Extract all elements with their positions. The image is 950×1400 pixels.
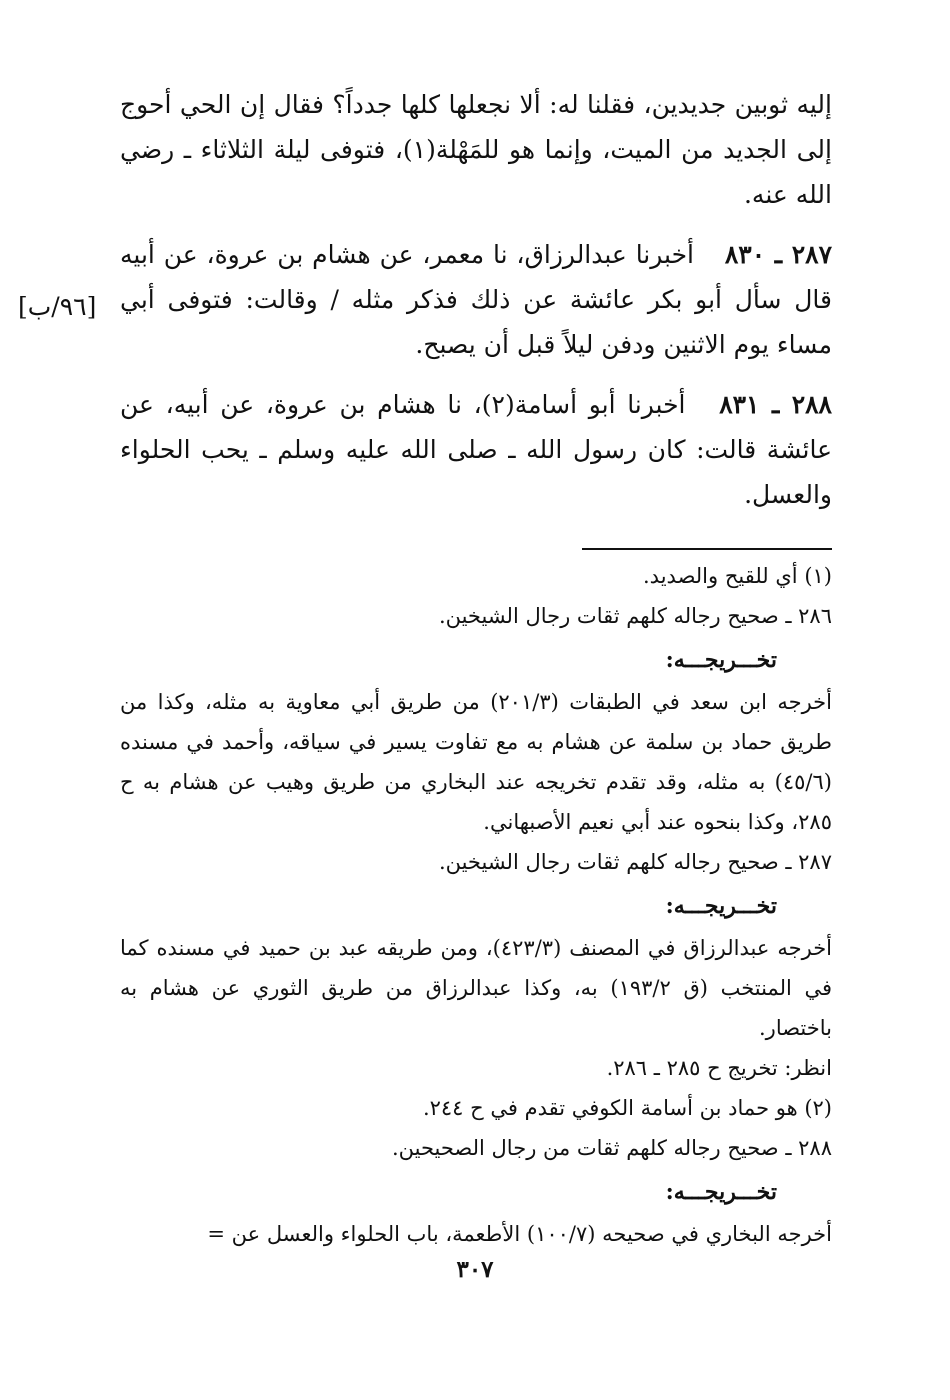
footnotes [120,556,832,1254]
paragraph-continuation: إليه ثوبين جديدين، فقلنا له: ألا نجعلها كلها جدداً؟ فقال إن الحي أحوج إلى الجديد من الميت، وإنما هو للمَهْلة(١)، فتوفى ليلة الثلاثاء ـ رضي الله عنه. [120,90,832,209]
hadith-text: أخبرنا أبو أسامة(٢)، نا هشام بن عروة، عن أبيه، عن عائشة قالت: كان رسول الله ـ صلى الله عليه وسلم ـ يحب الحلواء والعسل. [120,390,832,509]
hadith-287 [120,232,832,367]
cross-reference: انظر: تخريج ح ٢٨٥ ـ ٢٨٦. [606,1056,832,1080]
main-text [120,82,832,532]
manuscript-folio-mark: [٩٦/ب] [18,292,97,321]
takhrij-287: أخرجه عبدالرزاق في المصنف (٤٢٣/٣)، ومن طريقه عبد بن حميد في مسنده كما في المنتخب (ق ١٩٣/٢) به، وكذا عبدالرزاق من طريق الثوري عن هشام به باختصار. [120,936,833,1040]
grading-286: ٢٨٦ ـ صحيح رجاله كلهم ثقات رجال الشيخين. [438,604,832,628]
takhrij-heading: تخـــريجـــه: [665,1179,777,1205]
footnote-separator [582,548,832,550]
page-number: ٣٠٧ [456,1256,494,1283]
takhrij-heading: تخـــريجـــه: [665,647,777,673]
grading-287: ٢٨٧ ـ صحيح رجاله كلهم ثقات رجال الشيخين. [438,850,832,874]
footnote-2: (٢) هو حماد بن أسامة الكوفي تقدم في ح ٢٤٤. [422,1096,832,1120]
hadith-text: أخبرنا عبدالرزاق، نا معمر، عن هشام بن عروة، عن أبيه قال سأل أبو بكر عائشة عن ذلك فذكر مثله / وقالت: فتوفى أبي مساء يوم الاثنين ودفن ليلاً قبل أن يصبح. [120,240,832,359]
footnote-1: (١) أي للقيح والصديد. [643,564,832,588]
takhrij-heading: تخـــريجـــه: [665,893,777,919]
grading-288: ٢٨٨ ـ صحيح رجاله كلهم ثقات من رجال الصحيحين. [391,1136,832,1160]
takhrij-286: أخرجه ابن سعد في الطبقات (٢٠١/٣) من طريق أبي معاوية به مثله، وكذا من طريق حماد بن سلمة عن هشام به مع تفاوت يسير في سياقه، وأحمد في مسنده (٤٥/٦) به مثله، وقد تقدم تخريجه عند البخاري من طريق وهيب عن هشام به ح ٢٨٥، وكذا بنحوه عند أبي نعيم الأصبهاني. [120,690,832,834]
takhrij-288: أخرجه البخاري في صحيحه (١٠٠/٧) الأطعمة، باب الحلواء والعسل عن = [207,1222,832,1246]
hadith-number: ٢٨٧ ـ ٨٣٠ [724,240,833,269]
hadith-number: ٢٨٨ ـ ٨٣١ [719,390,832,419]
hadith-288 [120,382,832,517]
